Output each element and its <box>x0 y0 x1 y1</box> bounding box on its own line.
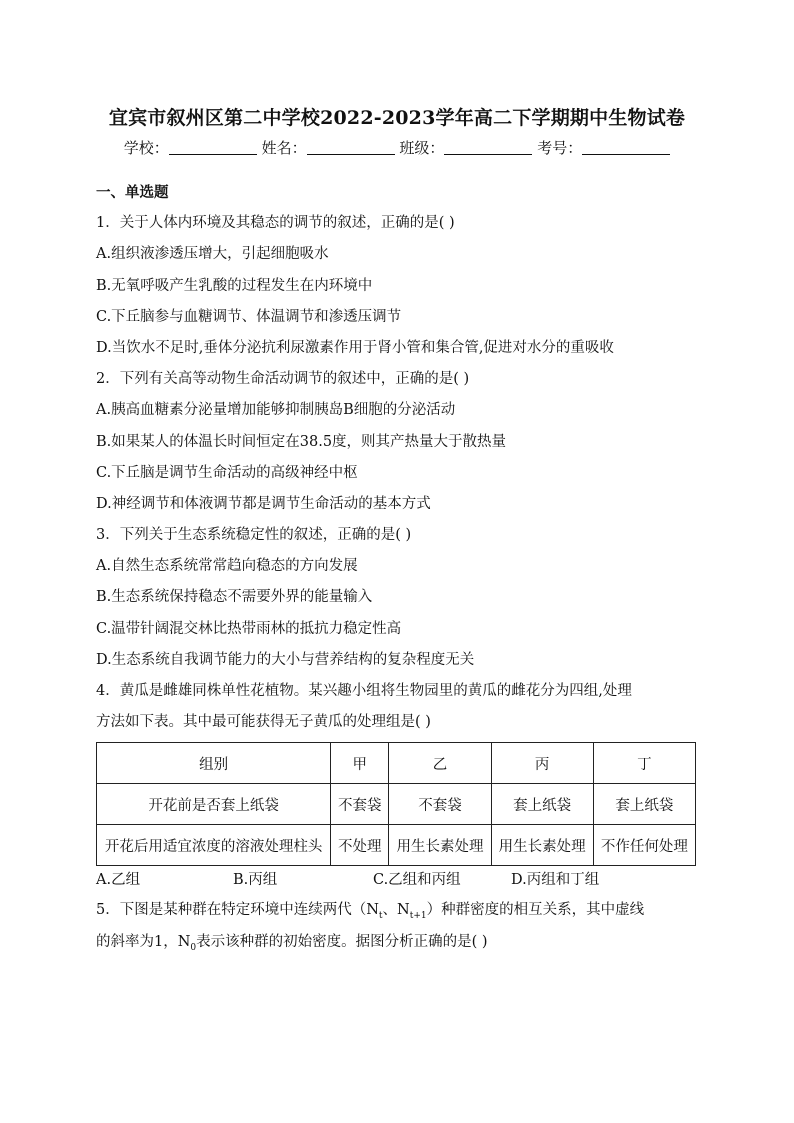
table-cell: 丙 <box>491 743 593 784</box>
question-4-option-d: D.丙组和丁组 <box>511 872 600 889</box>
table-cell: 甲 <box>331 743 389 784</box>
table-cell: 不套袋 <box>389 784 491 825</box>
question-4-options <box>96 866 696 895</box>
question-4-table <box>96 742 696 866</box>
table-cell: 不作任何处理 <box>593 825 695 866</box>
q5-text: ）种群密度的相互关系，其中虚线 <box>426 902 645 919</box>
table-cell: 丁 <box>593 743 695 784</box>
table-row <box>97 743 696 784</box>
exam-number-blank[interactable] <box>582 140 670 155</box>
table-cell: 用生长素处理 <box>389 825 491 866</box>
question-list <box>96 177 696 958</box>
student-info-line <box>0 137 794 158</box>
question-3-stem: 3．下列关于生态系统稳定性的叙述，正确的是( ) <box>96 527 412 544</box>
table-cell: 用生长素处理 <box>491 825 593 866</box>
question-1-stem: 1．关于人体内环境及其稳态的调节的叙述，正确的是( ) <box>96 215 455 232</box>
question-4-option-b: B.丙组 <box>233 872 278 889</box>
question-1-option-a: A.组织液渗透压增大，引起细胞吸水 <box>96 246 329 263</box>
question-1-option-d: D.当饮水不足时,垂体分泌抗利尿激素作用于肾小管和集合管,促进对水分的重吸收 <box>96 339 614 356</box>
q5-text: 表示该种群的初始密度。据图分析正确的是( ) <box>196 933 488 950</box>
school-label: 学校： <box>123 139 169 157</box>
name-label: 姓名： <box>261 139 307 157</box>
question-4-option-a: A.乙组 <box>96 872 141 889</box>
class-blank[interactable] <box>444 140 532 155</box>
table-cell: 组别 <box>97 743 331 784</box>
class-label: 班级： <box>399 139 445 157</box>
question-2-option-d: D.神经调节和体液调节都是调节生命活动的基本方式 <box>96 495 431 512</box>
q5-subscript: t+1 <box>409 911 427 922</box>
question-5-stem-line-1 <box>96 895 696 926</box>
table-cell: 开花后用适宜浓度的溶液处理柱头 <box>97 825 331 866</box>
table-cell: 乙 <box>389 743 491 784</box>
question-4-stem-line-2: 方法如下表。其中最可能获得无子黄瓜的处理组是( ) <box>96 714 431 731</box>
q5-text: 、N <box>382 902 410 919</box>
question-2-stem: 2．下列有关高等动物生命活动调节的叙述中，正确的是( ) <box>96 371 470 388</box>
school-blank[interactable] <box>169 140 257 155</box>
exam-number-label: 考号： <box>537 139 583 157</box>
q5-text: 5．下图是某种群在特定环境中连续两代（N <box>96 902 379 919</box>
name-blank[interactable] <box>307 140 395 155</box>
q5-subscript: 0 <box>190 942 197 953</box>
question-1-option-b: B.无氧呼吸产生乳酸的过程发生在内环境中 <box>96 277 373 294</box>
table-row <box>97 784 696 825</box>
question-4-option-c: C.乙组和丙组 <box>373 872 461 889</box>
question-3-option-a: A.自然生态系统常常趋向稳态的方向发展 <box>96 558 358 575</box>
question-2-option-a: A.胰高血糖素分泌量增加能够抑制胰岛B细胞的分泌活动 <box>96 402 456 419</box>
question-3-option-b: B.生态系统保持稳态不需要外界的能量输入 <box>96 589 373 606</box>
q5-text: 的斜率为1，N <box>96 933 191 950</box>
q5-subscript: t <box>378 911 383 922</box>
table-cell: 开花前是否套上纸袋 <box>97 784 331 825</box>
question-5-stem-line-2 <box>96 927 696 958</box>
question-2-option-c: C.下丘脑是调节生命活动的高级神经中枢 <box>96 464 358 481</box>
question-1-option-c: C.下丘脑参与血糖调节、体温调节和渗透压调节 <box>96 308 402 325</box>
table-cell: 套上纸袋 <box>593 784 695 825</box>
question-3-option-d: D.生态系统自我调节能力的大小与营养结构的复杂程度无关 <box>96 651 475 668</box>
table-cell: 套上纸袋 <box>491 784 593 825</box>
table-cell: 不处理 <box>331 825 389 866</box>
table-row <box>97 825 696 866</box>
section-heading: 一、单选题 <box>96 184 169 201</box>
question-2-option-b: B.如果某人的体温长时间恒定在38.5度，则其产热量大于散热量 <box>96 433 507 450</box>
question-4-stem-line-1: 4．黄瓜是雌雄同株单性花植物。某兴趣小组将生物园里的黄瓜的雌花分为四组,处理 <box>96 683 632 699</box>
exam-title: 宜宾市叙州区第二中学校2022-2023学年高二下学期期中生物试卷 <box>108 107 686 129</box>
table-cell: 不套袋 <box>331 784 389 825</box>
question-3-option-c: C.温带针阔混交林比热带雨林的抵抗力稳定性高 <box>96 620 402 637</box>
